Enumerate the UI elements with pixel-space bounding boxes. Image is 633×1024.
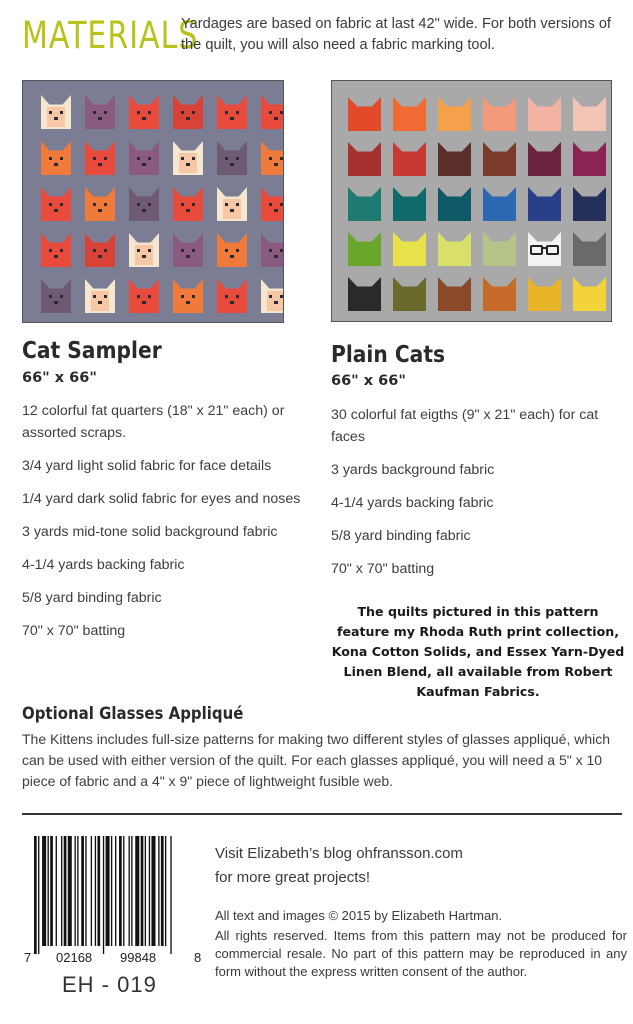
list-item: 4-1/4 yards backing fabric [331, 495, 494, 511]
blog-info [215, 842, 615, 890]
materials-description: Yardages are based on fabric at last 42" wide. For both versions of the quilt, you will also need a fabric marking tool. [181, 16, 611, 53]
barcode-svg [22, 832, 202, 960]
fabric-note: The quilts pictured in this pattern feature my Rhoda Ruth print collection, Kona Cotton Solids, and Essex Yarn-Dyed Linen Blend, all available from Robert Kaufman Fabrics. [331, 604, 625, 699]
cat-sampler-quilt-image [22, 80, 284, 323]
barcode-group1: 02168 [56, 950, 93, 965]
list-item: 3 yards background fabric [331, 462, 495, 478]
cat-sampler-title: Cat Sampler [22, 338, 162, 364]
barcode-left-digit: 7 [24, 950, 32, 965]
rights-text: All rights reserved. Items from this pattern may not be produced for commercial resale. No part of this pattern may be reproduced in any form without the express written consent of the author. [215, 928, 627, 979]
list-item: 70" x 70" batting [331, 561, 435, 577]
list-item: 3/4 yard light solid fabric for face details [22, 458, 272, 474]
cat-sampler-quilt-svg [23, 81, 283, 322]
blog-line-2: for more great projects! [215, 869, 371, 886]
optional-glasses-body: The Kittens includes full-size patterns for making two different styles of glasses appliqué, which can be used with either version of the quilt. For each glasses appliqué, you will need a 5" x 10 piece of fabric and a 4" x 9" piece of lightweight fusible web. [22, 731, 611, 789]
plain-cats-materials-list [331, 404, 621, 591]
plain-cats-size: 66" x 66" [331, 373, 406, 389]
copyright-block [215, 907, 627, 983]
materials-title: MATERIALS [22, 14, 199, 58]
list-item: 1/4 yard dark solid fabric for eyes and noses [22, 491, 301, 507]
product-code: EH - 019 [62, 972, 157, 997]
cat-sampler-size: 66" x 66" [22, 370, 97, 386]
blog-line: Visit Elizabeth’s blog ohfransson.com [215, 845, 463, 862]
list-item: 5/8 yard binding fabric [331, 528, 471, 544]
optional-glasses-title: Optional Glasses Appliqué [22, 704, 244, 724]
barcode-right-digit: 8 [194, 950, 202, 965]
plain-cats-quilt-svg [332, 81, 611, 321]
barcode-group2: 99848 [120, 950, 157, 965]
list-item: 12 colorful fat quarters (18" x 21" each) or assorted scraps. [22, 403, 285, 441]
list-item: 3 yards mid-tone solid background fabric [22, 524, 278, 540]
list-item: 4-1/4 yards backing fabric [22, 557, 185, 573]
plain-cats-title: Plain Cats [331, 342, 446, 368]
divider [22, 813, 622, 815]
barcode [22, 832, 202, 965]
cat-sampler-materials-list [22, 400, 312, 653]
copyright-line: All text and images © 2015 by Elizabeth Hartman. [215, 908, 503, 923]
plain-cats-quilt-image [331, 80, 612, 322]
list-item: 5/8 yard binding fabric [22, 590, 162, 606]
list-item: 30 colorful fat eigths (9" x 21" each) for cat faces [331, 407, 599, 445]
list-item: 70" x 70" batting [22, 623, 126, 639]
